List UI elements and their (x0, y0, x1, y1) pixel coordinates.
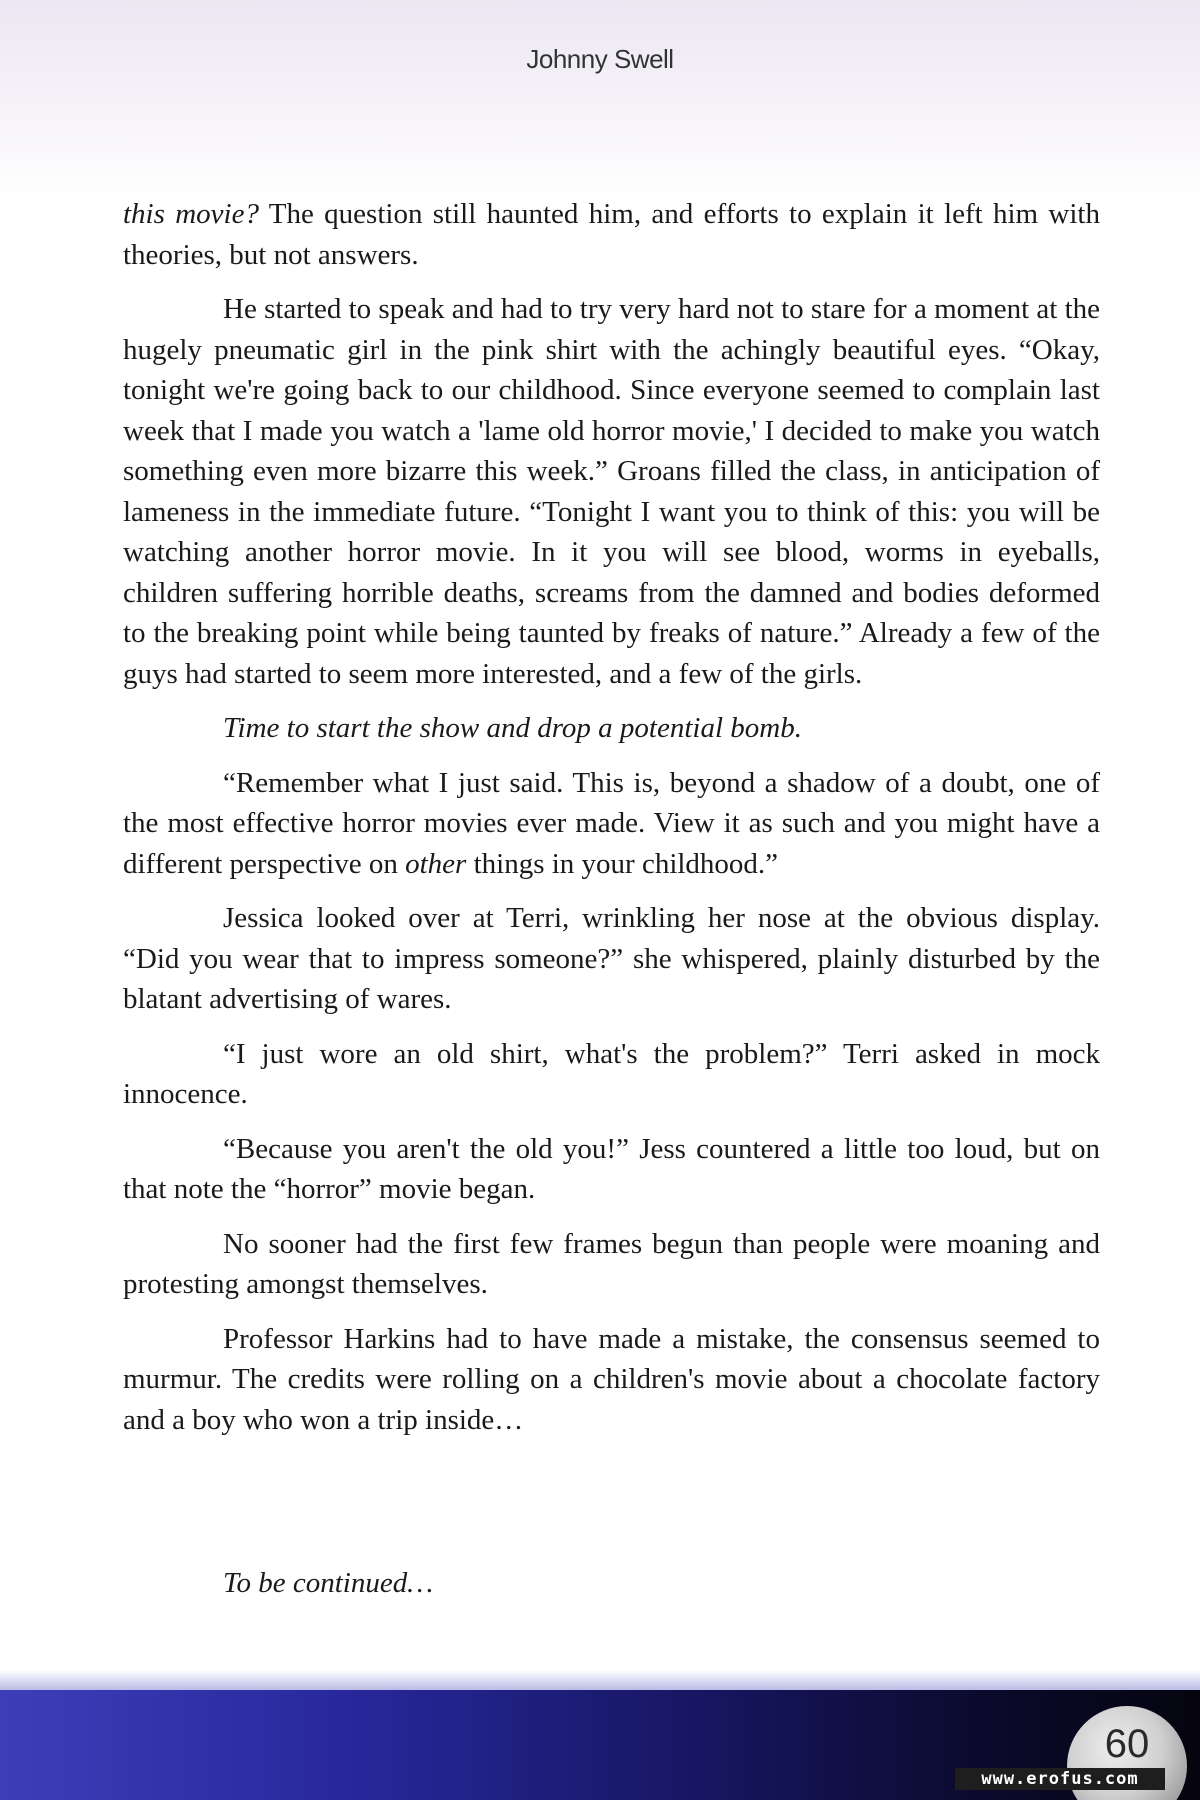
paragraph-5: Jessica looked over at Terri, wrinkling her nose at the obvious display. “Did you wear that to impress someone?” she whispered, plainly disturbed by the blatant advertising of wares. (123, 902, 1100, 1015)
paragraph-1 (123, 194, 1100, 275)
paragraph-4-after: things in your childhood.” (466, 847, 779, 880)
paragraph-4 (123, 763, 1100, 885)
page-number: 60 (1104, 1722, 1150, 1766)
paragraph-3-thought: Time to start the show and drop a potential bomb. (223, 712, 802, 744)
to-be-continued: To be continued… (223, 1567, 433, 1599)
paragraph-1-italic: this movie? (123, 198, 259, 230)
paragraph-2: He started to speak and had to try very hard not to stare for a moment at the hugely pneumatic girl in the pink shirt with the achingly beautiful eyes. “Okay, tonight we're going back to our childhood. Since everyone seemed to complain last week that I made you watch a 'lame old horror movie,' I decided to make you watch something even more bizarre this week.” Groans filled the class, in anticipation of lameness in the immediate future. “Tonight I want you to think of this: you will be watching another horror movie. In it you will see blood, worms in eyeballs, children suffering horrible deaths, screams from the damned and bodies deformed to the breaking point while being taunted by freaks of nature.” Already a few of the guys had started to seem more interested, and a few of the girls. (123, 293, 1100, 690)
paragraph-8: No sooner had the first few frames begun than people were moaning and protesting amongst themselves. (123, 1227, 1100, 1300)
header-band (0, 0, 1200, 200)
paragraph-4-italic: other (405, 847, 467, 880)
body-text (123, 194, 1100, 1454)
paragraph-6: “I just wore an old shirt, what's the problem?” Terri asked in mock innocence. (123, 1037, 1100, 1110)
paragraph-7: “Because you aren't the old you!” Jess countered a little too loud, but on that note the “horror” movie began. (123, 1132, 1100, 1205)
paragraph-4-before: “Remember what I just said. This is, beyond a shadow of a doubt, one of the most effective horror movies ever made. View it as such and you might have a different perspective on (123, 766, 1100, 880)
paragraph-1-rest: The question still haunted him, and efforts to explain it left him with theories, but not answers. (123, 198, 1100, 271)
paragraph-9: Professor Harkins had to have made a mistake, the consensus seemed to murmur. The credits were rolling on a children's movie about a chocolate factory and a boy who won a trip inside… (123, 1322, 1100, 1436)
watermark: www.erofus.com (955, 1768, 1165, 1790)
running-head-author: Johnny Swell (526, 44, 674, 74)
